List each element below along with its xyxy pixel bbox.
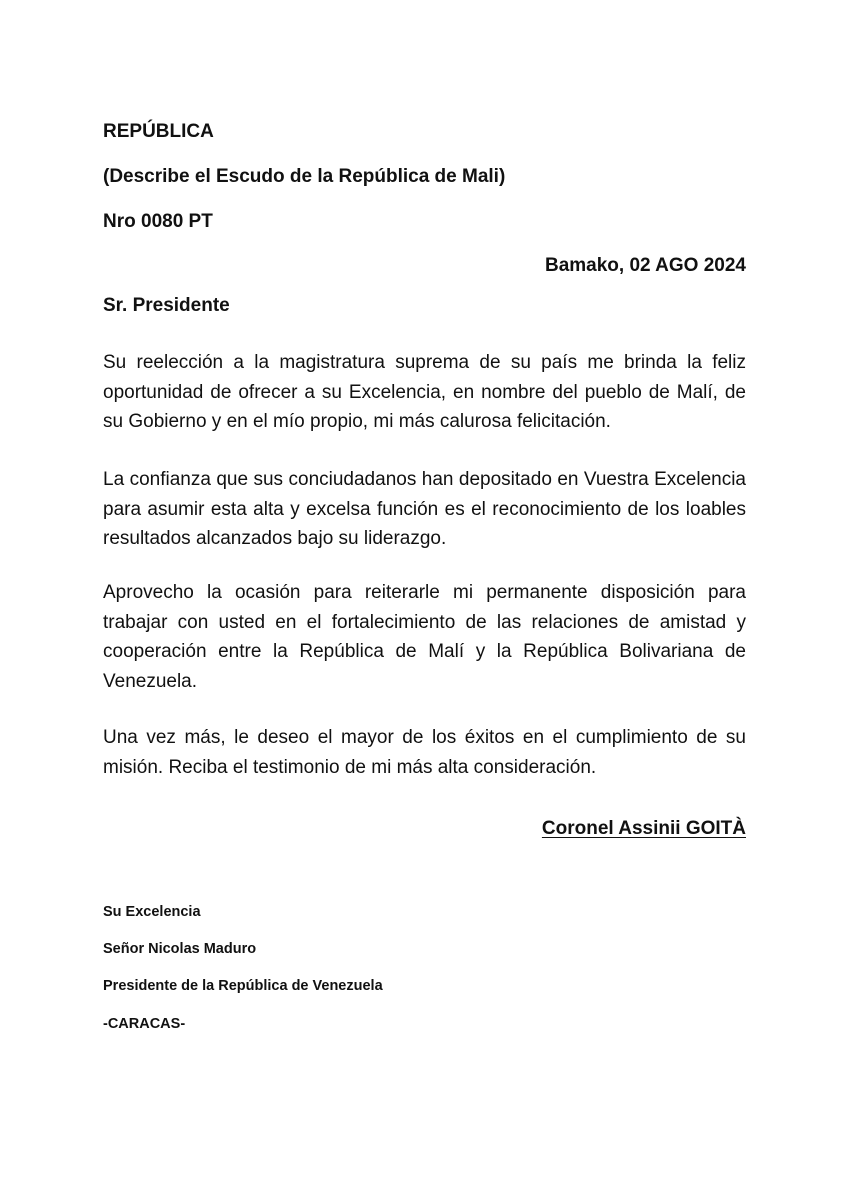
- republic-heading: REPÚBLICA: [103, 121, 214, 142]
- reference-number: Nro 0080 PT: [103, 211, 213, 232]
- place-date: Bamako, 02 AGO 2024: [544, 255, 746, 276]
- body-paragraph-3: Aprovecho la ocasión para reiterarle mi permanente disposición para trabajar con usted en el fortalecimiento de las relaciones de amistad y cooperación entre la República de Malí y la República Bolivariana de Venezuela.: [103, 582, 746, 692]
- coat-of-arms-note: (Describe el Escudo de la República de Mali): [103, 166, 506, 187]
- signature: Coronel Assinii GOITÀ: [541, 818, 746, 839]
- salutation: Sr. Presidente: [103, 295, 230, 316]
- addressee-line-2: Señor Nicolas Maduro: [103, 941, 257, 957]
- addressee-line-3: Presidente de la República de Venezuela: [103, 978, 383, 994]
- addressee-line-4: -CARACAS-: [103, 1016, 186, 1032]
- body-paragraph-1: Su reelección a la magistratura suprema de su país me brinda la feliz oportunidad de ofrecer a su Excelencia, en nombre del pueblo de Malí, de su Gobierno y en el mío propio, mi más calurosa felicitación.: [103, 352, 746, 432]
- body-paragraph-2: La confianza que sus conciudadanos han depositado en Vuestra Excelencia para asumir esta alta y excelsa función es el reconocimiento de los loables resultados alcanzados bajo su liderazgo.: [103, 469, 746, 549]
- addressee-line-1: Su Excelencia: [103, 904, 201, 920]
- body-paragraph-4: Una vez más, le deseo el mayor de los éxitos en el cumplimiento de su misión. Reciba el testimonio de mi más alta consideración.: [103, 727, 746, 778]
